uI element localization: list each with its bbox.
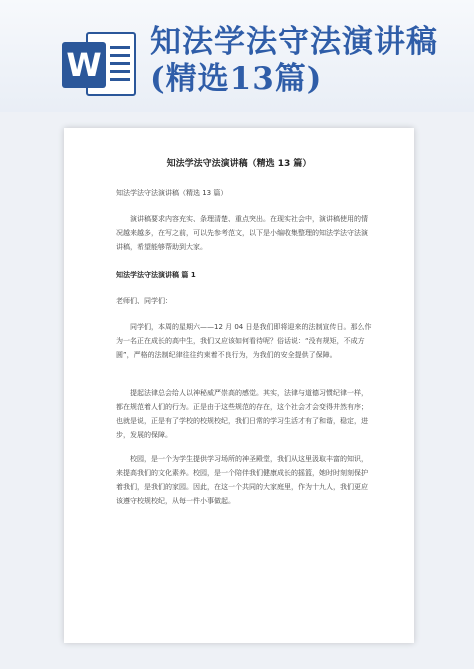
- section-heading: 知法学法守法演讲稿 篇 1: [116, 271, 196, 279]
- paragraph-1: 同学们，本周的星期六——12 月 04 日是我们即将迎来的法制宣传日。那么作为一名正在成长的高中生，我们又应该如何看待呢？俗话说：“没有规矩，不成方圆”，严格的法制纪律往往约束着不良行为，为我们的安全提供了保障。: [116, 323, 372, 359]
- greeting: 老师们、同学们：: [116, 297, 172, 305]
- intro-paragraph: 演讲稿要求内容充实、条理清楚、重点突出。在现实社会中，演讲稿使用的情况越来越多，在写之前，可以先参考范文，以下是小编收集整理的知法学法守法演讲稿，希望能够帮助到大家。: [116, 215, 368, 251]
- banner-title: 知法学法守法演讲稿(精选13篇): [150, 24, 438, 97]
- document-title: 知法学法守法演讲稿（精选 13 篇）: [166, 159, 312, 169]
- paragraph-2: 提起法律总会给人以神秘威严崇高的感觉。其实，法律与道德习惯纪律一样，都在规范着人们的行为。正是由于这些规范的存在，这个社会才会变得井然有序；也就是说，正是有了学校的校规校纪，我们日常的学习生活才有了和谐，稳定，进步，发展的保障。: [116, 389, 368, 439]
- header-banner: [0, 0, 474, 112]
- word-letter-badge: W: [62, 42, 106, 88]
- document-page: [64, 128, 414, 643]
- document-subtitle: 知法学法守法演讲稿（精选 13 篇）: [116, 189, 228, 197]
- word-icon: [62, 26, 138, 100]
- paragraph-3: 校园，是一个为学生提供学习场所的神圣殿堂，我们从这里汲取丰富的知识，来提高我们的文化素养。校园，是一个陪伴我们健康成长的摇篮，她时时刻刻保护着我们，是我们的家园。因此，在这一个共同的大家庭里，作为十九人，我们更应该遵守校规校纪，从每一件小事做起。: [116, 455, 368, 505]
